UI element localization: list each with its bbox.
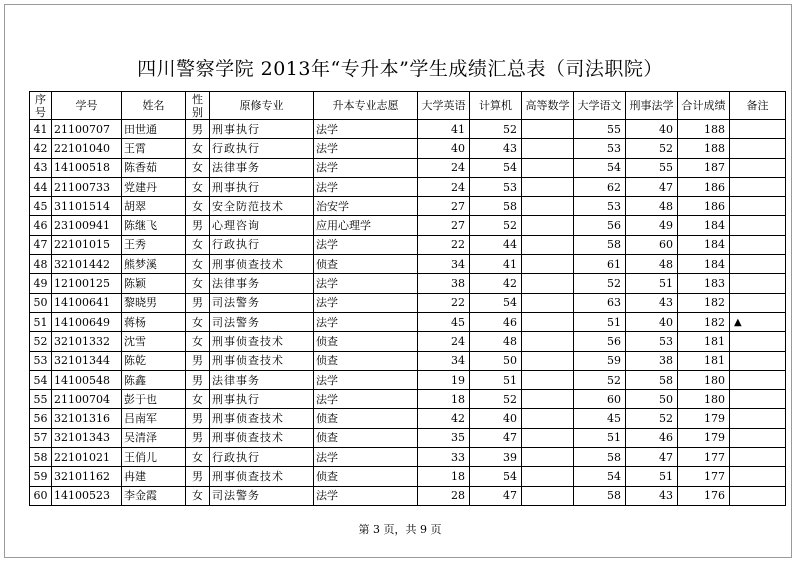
row-computer: 43 (470, 139, 522, 158)
row-english: 24 (418, 158, 470, 177)
row-total: 184 (678, 255, 730, 274)
row-target-major: 法学 (314, 448, 418, 467)
row-english: 40 (418, 139, 470, 158)
row-gender: 男 (186, 428, 210, 447)
row-computer: 42 (470, 274, 522, 293)
row-remark (730, 409, 786, 428)
row-student-id: 32101316 (52, 409, 122, 428)
row-criminal-law: 55 (626, 158, 678, 177)
row-student-id: 22101040 (52, 139, 122, 158)
row-criminal-law: 40 (626, 312, 678, 331)
row-english: 35 (418, 428, 470, 447)
row-target-major: 法学 (314, 139, 418, 158)
row-orig-major: 刑事侦查技术 (210, 351, 314, 370)
row-name: 王霄 (122, 139, 186, 158)
row-criminal-law: 49 (626, 216, 678, 235)
row-criminal-law: 52 (626, 139, 678, 158)
header-english: 大学英语 (418, 92, 470, 120)
row-gender: 男 (186, 216, 210, 235)
row-orig-major: 刑事侦查技术 (210, 255, 314, 274)
row-total: 188 (678, 120, 730, 139)
table-row (30, 370, 786, 389)
row-remark (730, 139, 786, 158)
row-criminal-law: 47 (626, 177, 678, 196)
row-student-id: 32101442 (52, 255, 122, 274)
row-orig-major: 司法警务 (210, 486, 314, 505)
row-name: 李金霞 (122, 486, 186, 505)
table-row (30, 197, 786, 216)
row-criminal-law: 52 (626, 409, 678, 428)
row-target-major: 治安学 (314, 197, 418, 216)
row-computer: 54 (470, 158, 522, 177)
row-name: 胡翠 (122, 197, 186, 216)
row-target-major: 法学 (314, 370, 418, 389)
row-orig-major: 刑事侦查技术 (210, 332, 314, 351)
row-criminal-law: 50 (626, 390, 678, 409)
row-criminal-law: 51 (626, 467, 678, 486)
row-target-major: 侦查 (314, 332, 418, 351)
row-remark (730, 216, 786, 235)
row-seq: 59 (30, 467, 52, 486)
row-name: 王俏儿 (122, 448, 186, 467)
row-seq: 49 (30, 274, 52, 293)
row-english: 28 (418, 486, 470, 505)
row-computer: 52 (470, 390, 522, 409)
row-criminal-law: 38 (626, 351, 678, 370)
row-student-id: 31101514 (52, 197, 122, 216)
row-math (522, 139, 574, 158)
row-math (522, 312, 574, 331)
row-gender: 女 (186, 390, 210, 409)
row-total: 183 (678, 274, 730, 293)
row-chinese: 62 (574, 177, 626, 196)
row-remark (730, 467, 786, 486)
row-total: 181 (678, 351, 730, 370)
row-gender: 男 (186, 370, 210, 389)
row-english: 24 (418, 332, 470, 351)
row-name: 黎晓男 (122, 293, 186, 312)
row-math (522, 293, 574, 312)
row-name: 陈继飞 (122, 216, 186, 235)
row-math (522, 158, 574, 177)
row-math (522, 370, 574, 389)
row-criminal-law: 60 (626, 235, 678, 254)
row-student-id: 21100733 (52, 177, 122, 196)
row-target-major: 法学 (314, 293, 418, 312)
row-remark (730, 370, 786, 389)
row-chinese: 63 (574, 293, 626, 312)
row-seq: 48 (30, 255, 52, 274)
row-english: 22 (418, 293, 470, 312)
header-seq: 序 号 (30, 92, 52, 120)
row-total: 176 (678, 486, 730, 505)
row-criminal-law: 46 (626, 428, 678, 447)
row-target-major: 法学 (314, 312, 418, 331)
row-computer: 54 (470, 467, 522, 486)
table-row (30, 293, 786, 312)
row-student-id: 32101332 (52, 332, 122, 351)
row-remark (730, 293, 786, 312)
table-row (30, 467, 786, 486)
header-row (30, 92, 786, 120)
row-name: 蒋杨 (122, 312, 186, 331)
row-criminal-law: 48 (626, 255, 678, 274)
row-total: 184 (678, 235, 730, 254)
row-total: 177 (678, 467, 730, 486)
row-english: 33 (418, 448, 470, 467)
row-gender: 女 (186, 139, 210, 158)
row-criminal-law: 43 (626, 486, 678, 505)
row-chinese: 54 (574, 467, 626, 486)
header-computer: 计算机 (470, 92, 522, 120)
row-criminal-law: 58 (626, 370, 678, 389)
row-gender: 女 (186, 197, 210, 216)
row-chinese: 53 (574, 139, 626, 158)
row-total: 180 (678, 390, 730, 409)
row-chinese: 59 (574, 351, 626, 370)
row-target-major: 侦查 (314, 255, 418, 274)
row-chinese: 55 (574, 120, 626, 139)
row-name: 党建丹 (122, 177, 186, 196)
grade-table (29, 91, 786, 506)
row-name: 沈雪 (122, 332, 186, 351)
row-chinese: 61 (574, 255, 626, 274)
row-computer: 47 (470, 486, 522, 505)
row-student-id: 22101021 (52, 448, 122, 467)
row-remark (730, 158, 786, 177)
row-computer: 47 (470, 428, 522, 447)
row-seq: 46 (30, 216, 52, 235)
row-target-major: 法学 (314, 274, 418, 293)
row-math (522, 448, 574, 467)
row-name: 陈香茹 (122, 158, 186, 177)
row-criminal-law: 47 (626, 448, 678, 467)
row-math (522, 197, 574, 216)
row-math (522, 390, 574, 409)
row-seq: 60 (30, 486, 52, 505)
row-total: 184 (678, 216, 730, 235)
row-english: 18 (418, 390, 470, 409)
row-student-id: 32101343 (52, 428, 122, 447)
table-row (30, 390, 786, 409)
row-target-major: 侦查 (314, 467, 418, 486)
row-remark (730, 197, 786, 216)
row-math (522, 428, 574, 447)
row-computer: 54 (470, 293, 522, 312)
row-chinese: 58 (574, 235, 626, 254)
table-row (30, 177, 786, 196)
row-computer: 41 (470, 255, 522, 274)
row-target-major: 应用心理学 (314, 216, 418, 235)
table-row (30, 255, 786, 274)
row-gender: 女 (186, 177, 210, 196)
row-english: 41 (418, 120, 470, 139)
row-seq: 55 (30, 390, 52, 409)
row-computer: 39 (470, 448, 522, 467)
row-name: 熊梦溪 (122, 255, 186, 274)
row-computer: 58 (470, 197, 522, 216)
row-target-major: 法学 (314, 390, 418, 409)
row-math (522, 274, 574, 293)
row-english: 27 (418, 197, 470, 216)
header-name: 姓名 (122, 92, 186, 120)
row-remark (730, 332, 786, 351)
row-chinese: 54 (574, 158, 626, 177)
row-gender: 男 (186, 351, 210, 370)
row-total: 182 (678, 312, 730, 331)
row-english: 38 (418, 274, 470, 293)
row-math (522, 486, 574, 505)
row-total: 182 (678, 293, 730, 312)
header-math: 高等数学 (522, 92, 574, 120)
row-seq: 47 (30, 235, 52, 254)
row-remark (730, 448, 786, 467)
row-orig-major: 法律事务 (210, 158, 314, 177)
row-name: 王秀 (122, 235, 186, 254)
row-chinese: 51 (574, 312, 626, 331)
row-target-major: 侦查 (314, 428, 418, 447)
row-remark (730, 177, 786, 196)
row-target-major: 法学 (314, 158, 418, 177)
row-gender: 女 (186, 235, 210, 254)
row-orig-major: 司法警务 (210, 312, 314, 331)
page-title: 四川警察学院 2013年“专升本”学生成绩汇总表（司法职院） (137, 58, 663, 80)
table-row (30, 428, 786, 447)
row-student-id: 32101162 (52, 467, 122, 486)
table-row (30, 274, 786, 293)
row-seq: 43 (30, 158, 52, 177)
row-name: 吴清泽 (122, 428, 186, 447)
row-name: 彭于也 (122, 390, 186, 409)
row-seq: 50 (30, 293, 52, 312)
row-seq: 44 (30, 177, 52, 196)
row-student-id: 12100125 (52, 274, 122, 293)
row-remark (730, 486, 786, 505)
row-math (522, 177, 574, 196)
row-total: 179 (678, 428, 730, 447)
row-math (522, 409, 574, 428)
row-orig-major: 司法警务 (210, 293, 314, 312)
row-orig-major: 刑事执行 (210, 390, 314, 409)
row-orig-major: 行政执行 (210, 235, 314, 254)
row-remark (730, 351, 786, 370)
row-gender: 女 (186, 312, 210, 331)
row-student-id: 14100649 (52, 312, 122, 331)
row-total: 180 (678, 370, 730, 389)
row-orig-major: 行政执行 (210, 448, 314, 467)
row-chinese: 53 (574, 197, 626, 216)
row-remark (730, 428, 786, 447)
row-chinese: 52 (574, 370, 626, 389)
row-math (522, 120, 574, 139)
row-criminal-law: 48 (626, 197, 678, 216)
row-computer: 50 (470, 351, 522, 370)
header-target-major: 升本专业志愿 (314, 92, 418, 120)
row-gender: 男 (186, 409, 210, 428)
row-math (522, 467, 574, 486)
row-student-id: 32101344 (52, 351, 122, 370)
row-chinese: 52 (574, 274, 626, 293)
header-gender: 性 别 (186, 92, 210, 120)
row-computer: 52 (470, 120, 522, 139)
row-computer: 44 (470, 235, 522, 254)
row-student-id: 21100704 (52, 390, 122, 409)
row-criminal-law: 53 (626, 332, 678, 351)
row-chinese: 56 (574, 216, 626, 235)
header-orig-major: 原修专业 (210, 92, 314, 120)
row-target-major: 法学 (314, 120, 418, 139)
row-english: 45 (418, 312, 470, 331)
table-row (30, 158, 786, 177)
row-chinese: 51 (574, 428, 626, 447)
row-computer: 52 (470, 216, 522, 235)
row-seq: 57 (30, 428, 52, 447)
page-footer: 第 3 页，共 9 页 (358, 523, 442, 536)
row-criminal-law: 51 (626, 274, 678, 293)
row-seq: 51 (30, 312, 52, 331)
row-english: 42 (418, 409, 470, 428)
row-name: 陈颖 (122, 274, 186, 293)
row-seq: 52 (30, 332, 52, 351)
row-orig-major: 刑事执行 (210, 120, 314, 139)
row-computer: 51 (470, 370, 522, 389)
table-body (30, 120, 786, 506)
header-criminal-law: 刑事法学 (626, 92, 678, 120)
row-remark (730, 390, 786, 409)
table-row (30, 312, 786, 331)
row-english: 24 (418, 177, 470, 196)
row-total: 187 (678, 158, 730, 177)
row-math (522, 235, 574, 254)
table-row (30, 235, 786, 254)
row-english: 34 (418, 255, 470, 274)
row-student-id: 14100518 (52, 158, 122, 177)
row-target-major: 法学 (314, 177, 418, 196)
row-seq: 56 (30, 409, 52, 428)
row-chinese: 58 (574, 448, 626, 467)
table-row (30, 486, 786, 505)
row-total: 179 (678, 409, 730, 428)
row-seq: 42 (30, 139, 52, 158)
header-total: 合计成绩 (678, 92, 730, 120)
row-orig-major: 法律事务 (210, 370, 314, 389)
row-total: 188 (678, 139, 730, 158)
row-gender: 女 (186, 255, 210, 274)
row-gender: 男 (186, 120, 210, 139)
row-seq: 45 (30, 197, 52, 216)
row-chinese: 58 (574, 486, 626, 505)
row-student-id: 23100941 (52, 216, 122, 235)
table-row (30, 409, 786, 428)
row-gender: 男 (186, 467, 210, 486)
row-gender: 女 (186, 332, 210, 351)
row-criminal-law: 40 (626, 120, 678, 139)
row-total: 181 (678, 332, 730, 351)
row-target-major: 法学 (314, 486, 418, 505)
row-target-major: 侦查 (314, 351, 418, 370)
row-criminal-law: 43 (626, 293, 678, 312)
row-chinese: 56 (574, 332, 626, 351)
row-english: 19 (418, 370, 470, 389)
row-total: 186 (678, 177, 730, 196)
row-chinese: 60 (574, 390, 626, 409)
table-row (30, 332, 786, 351)
row-english: 27 (418, 216, 470, 235)
table-row (30, 351, 786, 370)
row-seq: 41 (30, 120, 52, 139)
row-name: 吕南军 (122, 409, 186, 428)
row-chinese: 45 (574, 409, 626, 428)
row-english: 18 (418, 467, 470, 486)
row-student-id: 14100548 (52, 370, 122, 389)
row-math (522, 216, 574, 235)
row-gender: 男 (186, 293, 210, 312)
row-total: 186 (678, 197, 730, 216)
table-row (30, 216, 786, 235)
row-gender: 女 (186, 448, 210, 467)
row-computer: 46 (470, 312, 522, 331)
table-row (30, 120, 786, 139)
row-student-id: 14100523 (52, 486, 122, 505)
row-orig-major: 安全防范技术 (210, 197, 314, 216)
row-student-id: 14100641 (52, 293, 122, 312)
table-row (30, 448, 786, 467)
row-student-id: 21100707 (52, 120, 122, 139)
row-math (522, 255, 574, 274)
row-orig-major: 刑事执行 (210, 177, 314, 196)
row-remark (730, 274, 786, 293)
row-remark (730, 235, 786, 254)
table-row (30, 139, 786, 158)
row-orig-major: 法律事务 (210, 274, 314, 293)
row-remark (730, 255, 786, 274)
row-name: 冉建 (122, 467, 186, 486)
row-seq: 53 (30, 351, 52, 370)
header-student-id: 学号 (52, 92, 122, 120)
row-english: 22 (418, 235, 470, 254)
header-chinese: 大学语文 (574, 92, 626, 120)
row-seq: 58 (30, 448, 52, 467)
row-math (522, 351, 574, 370)
row-computer: 53 (470, 177, 522, 196)
row-computer: 48 (470, 332, 522, 351)
row-total: 177 (678, 448, 730, 467)
row-gender: 女 (186, 274, 210, 293)
row-target-major: 法学 (314, 235, 418, 254)
row-orig-major: 心理咨询 (210, 216, 314, 235)
header-remark: 备注 (730, 92, 786, 120)
row-math (522, 332, 574, 351)
row-computer: 40 (470, 409, 522, 428)
row-name: 田世通 (122, 120, 186, 139)
row-remark (730, 120, 786, 139)
row-orig-major: 刑事侦查技术 (210, 467, 314, 486)
row-student-id: 22101015 (52, 235, 122, 254)
row-name: 陈鑫 (122, 370, 186, 389)
row-gender: 女 (186, 486, 210, 505)
row-seq: 54 (30, 370, 52, 389)
row-remark: ▲ (730, 312, 786, 331)
row-english: 34 (418, 351, 470, 370)
row-orig-major: 行政执行 (210, 139, 314, 158)
row-gender: 女 (186, 158, 210, 177)
row-orig-major: 刑事侦查技术 (210, 428, 314, 447)
row-target-major: 侦查 (314, 409, 418, 428)
row-orig-major: 刑事侦查技术 (210, 409, 314, 428)
row-name: 陈乾 (122, 351, 186, 370)
